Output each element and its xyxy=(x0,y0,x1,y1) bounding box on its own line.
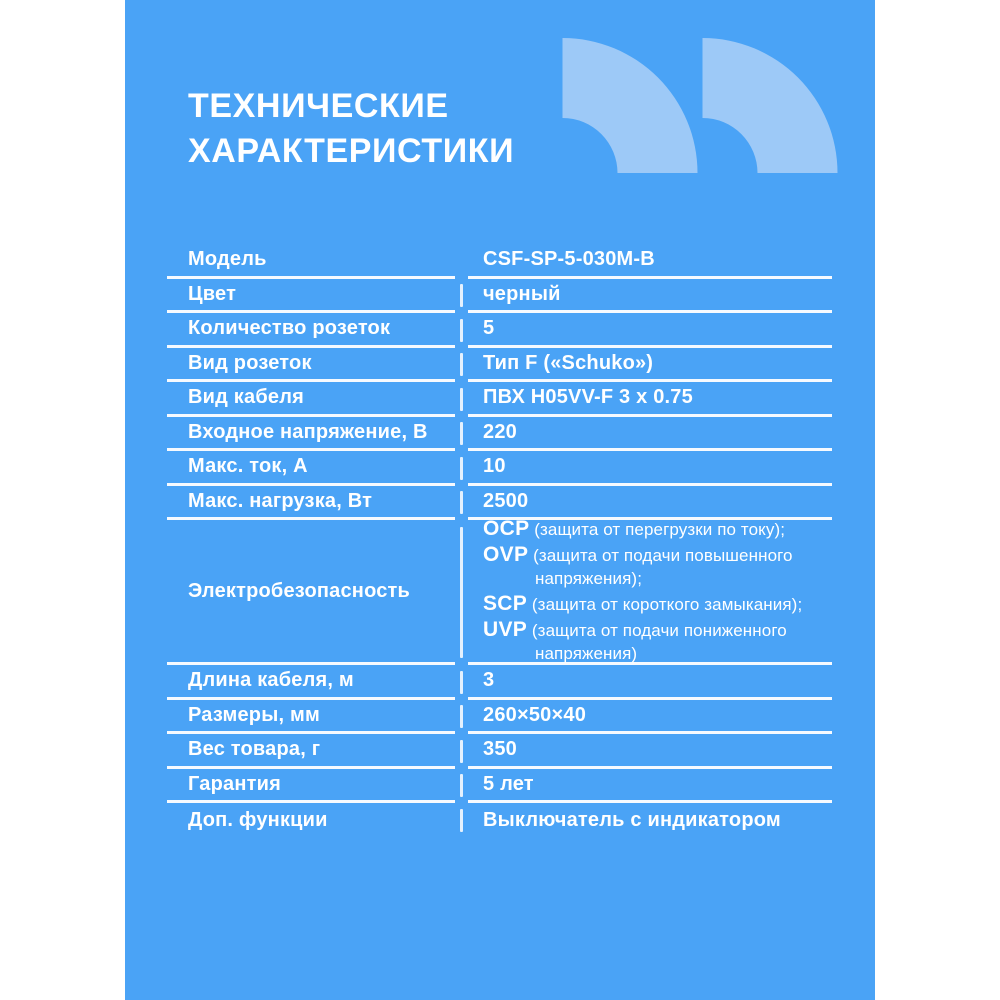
spec-card xyxy=(125,0,875,1000)
column-separator xyxy=(455,769,468,804)
spec-row-dimensions xyxy=(167,700,832,735)
protection-desc: (защита от подачи пониженного напряжения) xyxy=(531,621,787,663)
spec-label: Модель xyxy=(167,244,455,279)
spec-label: Доп. функции xyxy=(188,808,328,831)
spec-row-cable-type xyxy=(167,382,832,417)
divider-bar xyxy=(460,527,463,658)
protection-desc: (защита от короткого замыкания); xyxy=(531,595,803,614)
spec-row-electrical-safety xyxy=(167,517,832,665)
spec-label: Длина кабеля, м xyxy=(167,665,455,700)
spec-label: Макс. нагрузка, Вт xyxy=(167,486,455,521)
protection-item-uvp xyxy=(483,618,832,665)
spec-label: Цвет xyxy=(167,279,455,314)
divider-bar xyxy=(460,671,463,694)
spec-value: черный xyxy=(468,279,832,314)
protection-desc: (защита от подачи повышенного напряжения); xyxy=(533,546,793,588)
protection-desc: (защита от перегрузки по току); xyxy=(534,520,786,539)
column-separator xyxy=(455,803,468,838)
spec-row-max-load xyxy=(167,486,832,521)
spec-value: 220 xyxy=(468,417,832,452)
protection-item-scp xyxy=(483,592,802,616)
spec-value: 350 xyxy=(468,734,832,769)
column-separator xyxy=(455,451,468,486)
spec-label: Вид розеток xyxy=(167,348,455,383)
spec-row-input-voltage xyxy=(167,417,832,452)
divider-bar xyxy=(460,319,463,342)
protection-acronym: OVP xyxy=(483,543,529,566)
divider-bar xyxy=(460,422,463,445)
protection-item-ovp xyxy=(483,543,832,590)
title-line-1: ТЕХНИЧЕСКИЕ xyxy=(188,87,449,125)
spec-row-socket-count xyxy=(167,313,832,348)
spec-row-warranty xyxy=(167,769,832,804)
divider-bar xyxy=(460,284,463,307)
spec-label: Количество розеток xyxy=(167,313,455,348)
spec-table xyxy=(167,244,832,838)
spec-label: Электробезопасность xyxy=(167,520,455,665)
spec-value: 3 xyxy=(468,665,832,700)
column-separator xyxy=(455,279,468,314)
spec-row-max-current xyxy=(167,451,832,486)
spec-value: Выключатель с индикатором xyxy=(483,808,781,831)
protection-acronym: UVP xyxy=(483,618,528,641)
spec-value: 260×50×40 xyxy=(468,700,832,735)
column-separator xyxy=(455,700,468,735)
spec-label: Вес товара, г xyxy=(167,734,455,769)
column-separator xyxy=(455,244,468,279)
spec-value: 2500 xyxy=(468,486,832,521)
spec-row-cable-length xyxy=(167,665,832,700)
divider-bar xyxy=(460,740,463,763)
divider-bar xyxy=(460,491,463,514)
spec-row-color xyxy=(167,279,832,314)
divider-bar xyxy=(460,809,463,832)
protection-acronym: OCP xyxy=(483,517,530,540)
spec-value: CSF-SP-5-030M-B xyxy=(468,244,832,279)
spec-value: 5 xyxy=(468,313,832,348)
title-line-2: ХАРАКТЕРИСТИКИ xyxy=(188,132,515,170)
column-separator xyxy=(455,486,468,521)
column-separator xyxy=(455,382,468,417)
spec-row-socket-type xyxy=(167,348,832,383)
divider-bar xyxy=(460,774,463,797)
divider-bar xyxy=(460,457,463,480)
spec-value: Тип F («Schuko») xyxy=(468,348,832,383)
spec-label: Размеры, мм xyxy=(167,700,455,735)
column-separator xyxy=(455,665,468,700)
column-separator xyxy=(455,313,468,348)
spec-row-weight xyxy=(167,734,832,769)
quote-mark-icon xyxy=(562,38,698,173)
divider-bar xyxy=(460,353,463,376)
spec-value: ПВХ H05VV-F 3 x 0.75 xyxy=(468,382,832,417)
column-separator xyxy=(455,348,468,383)
spec-label: Гарантия xyxy=(167,769,455,804)
column-separator xyxy=(455,734,468,769)
quote-mark-icon xyxy=(702,38,838,173)
protection-item-ocp xyxy=(483,517,785,541)
spec-value: 5 лет xyxy=(468,769,832,804)
spec-value xyxy=(468,517,832,665)
page-title xyxy=(188,84,514,174)
spec-value: 10 xyxy=(468,451,832,486)
column-separator xyxy=(455,520,468,665)
spec-row-extra-functions xyxy=(167,803,832,838)
divider-bar xyxy=(460,705,463,728)
protection-acronym: SCP xyxy=(483,592,528,615)
spec-row-model xyxy=(167,244,832,279)
spec-label: Вид кабеля xyxy=(167,382,455,417)
column-separator xyxy=(455,417,468,452)
spec-label: Макс. ток, А xyxy=(167,451,455,486)
divider-bar xyxy=(460,388,463,411)
spec-label: Входное напряжение, В xyxy=(167,417,455,452)
